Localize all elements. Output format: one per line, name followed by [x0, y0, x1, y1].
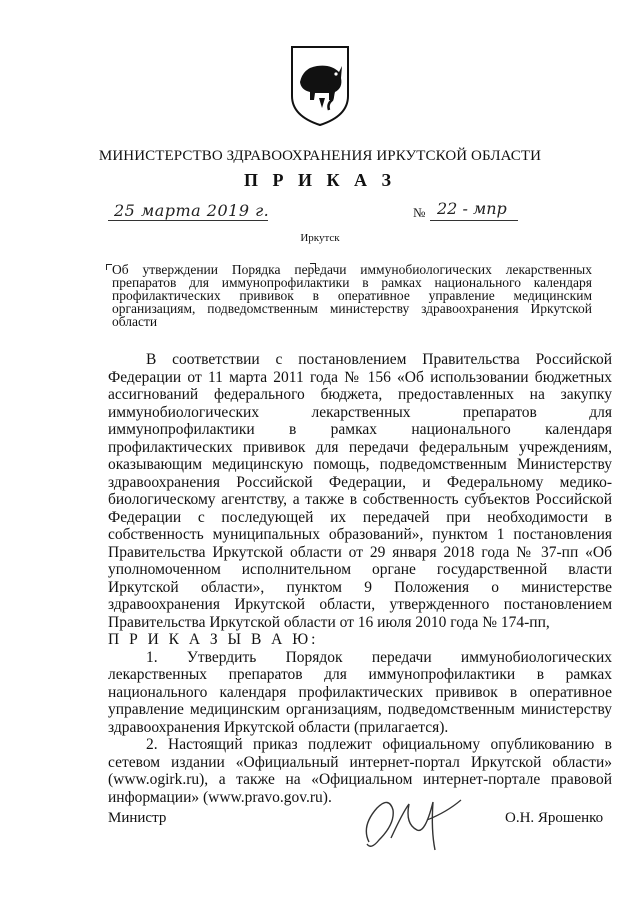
- order-number: 22 - мпр: [437, 199, 507, 218]
- signatory-position: Министр: [108, 810, 167, 826]
- signature-icon: [355, 790, 475, 860]
- city: Иркутск: [300, 232, 340, 244]
- order-date: 25 марта 2019 г.: [114, 201, 270, 220]
- signer-name: О.Н. Ярошенко: [505, 810, 604, 826]
- order-item-1: 1. Утвердить Порядок передачи иммунобиологических лекарственных препаратов для иммунопрофилактики в рамках национального календаря профилактических прививок в оперативное управление медицинским организациям, подведомственным министерству здравоохранения Иркутской области (прилагается).: [108, 648, 612, 736]
- date-underline: [108, 220, 268, 221]
- order-number-label: №: [413, 205, 426, 220]
- document-type: П Р И К А З: [243, 170, 397, 190]
- order-body: [108, 351, 612, 806]
- order-item-2: 2. Настоящий приказ подлежит официальному опубликованию в сетевом издании «Официальный интернет-портал Иркутской области» (www.ogirk.ru), а также на «Официальном интернет-портале правовой информации» (www.pravo.gov.ru).: [108, 736, 612, 806]
- irkutsk-coat-of-arms-icon: [289, 44, 351, 128]
- number-underline: [430, 220, 518, 221]
- order-subject: Об утверждении Порядка передачи иммунобиологических лекарственных препаратов для иммунопрофилактики в рамках национального календаря профилактических прививок в оперативное управление медицинским организациям, подведомственным министерству здравоохранения Иркутской области: [112, 262, 592, 329]
- orders-heading: П Р И К А З Ы В А Ю:: [108, 631, 319, 648]
- preamble-paragraph: В соответствии с постановлением Правительства Российской Федерации от 11 марта 2011 года № 156 «Об использовании бюджетных ассигнований федерального бюджета, предоставленных на закупку иммунобиологических лекарственных препаратов для иммунопрофилактики в рамках национального календаря профилактических прививок для передачи федеральным учреждениям, оказывающим медицинскую помощь, подведомственным Министерству здравоохранения Российской Федерации, и Федеральному медико-биологическому агентству, а также в собственность субъектов Российской Федерации с последующей их передачей при необходимости в собственность муниципальных образований», пунктом 1 постановления Правительства Иркутской области от 29 января 2018 года № 37-пп «Об уполномоченном исполнительном органе государственной власти Иркутской области», пунктом 9 Положения о министерстве здравоохранения Иркутской области, утвержденного постановлением Правительства Иркутской области от 16 июля 2010 года № 174-пп,: [108, 351, 612, 631]
- ministry-name: МИНИСТЕРСТВО ЗДРАВООХРАНЕНИЯ ИРКУТСКОЙ ОБЛАСТИ: [98, 148, 542, 164]
